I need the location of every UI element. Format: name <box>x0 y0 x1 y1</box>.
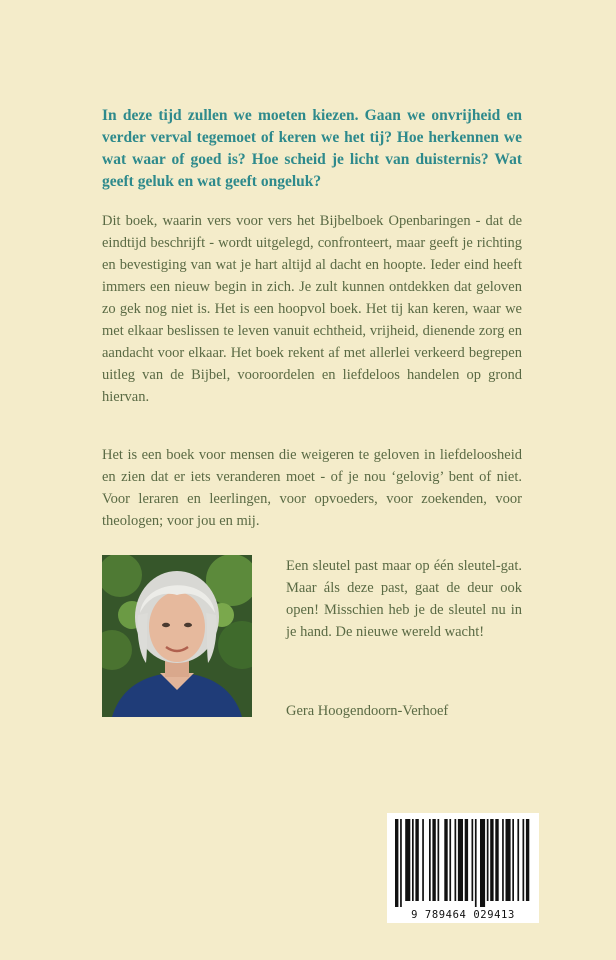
key-quote-text: Een sleutel past maar op één sleutel-gat. Maar áls deze past, gaat de deur ook open! Misschien heb je de sleutel nu in je hand. De nieuwe wereld wacht! <box>286 558 522 640</box>
isbn-digits: 9 789464 029413 <box>411 909 515 921</box>
description-paragraph-1: Dit boek, waarin vers voor vers het Bijbelboek Openbaringen - dat de eindtijd beschrijft - wordt uitgelegd, confronteert, maar geeft je richting en bevestiging van wat je hart altijd al dacht en hoopte. Ieder eind heeft immers een nieuw begin in zich. Je zult kunnen ontdekken dat geloven zo gek nog niet is. Het is een hoopvol boek. Het tij kan keren, waar we met elkaar beslissen te leven vanuit echtheid, vrijheid, dienende zorg en aandacht voor elkaar. Het boek rekent af met allerlei verkeerd begrepen uitleg van de Bijbel, vooroordelen en liefdeloos handelen op grond hiervan. <box>102 213 522 405</box>
intro-text: In deze tijd zullen we moeten kiezen. Gaan we onvrijheid en verder verval tegemoet of keren we het tij? Hoe herkennen we wat waar of goed is? Hoe scheid je licht van duisternis? Wat geeft geluk en wat geeft ongeluk? <box>102 107 522 190</box>
author-photo <box>102 555 252 717</box>
isbn-barcode <box>387 813 539 923</box>
author-portrait-illustration <box>102 555 252 717</box>
author-name: Gera Hoogendoorn-Verhoef <box>286 703 449 719</box>
description-paragraph-2: Het is een boek voor mensen die weigeren te geloven in liefdeloosheid en zien dat er iets veranderen moet - of je nou ‘gelovig’ bent of niet. Voor leraren en leerlingen, voor opvoeders, voor zoekenden, voor theologen; voor jou en mij. <box>102 447 522 529</box>
barcode-bars <box>387 813 539 909</box>
